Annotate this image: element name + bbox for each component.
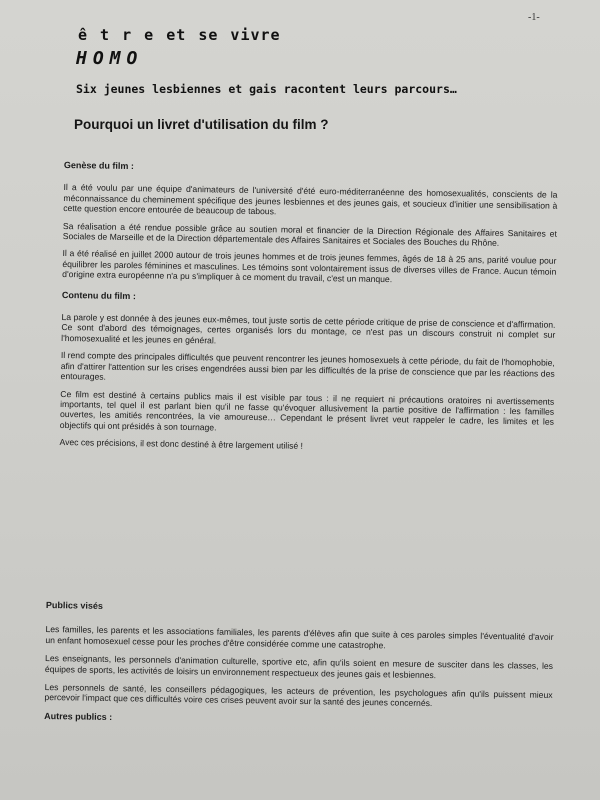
genese-paragraph-3: Il a été réalisé en juillet 2000 autour de trois jeunes hommes et de trois jeunes femmes, âgés de 18 à 25 ans, parité voulue pour équilibrer les paroles féminines et masculines. Les témoins sont volontairement issus de diverses villes de France. Aucun témoin d'origine extra européenne n'a pu s'impliquer à ce moment du travail, c'est un manque. xyxy=(62,248,557,285)
section-heading-genese: Genèse du film : xyxy=(63,160,135,172)
page-number: -1- xyxy=(528,12,540,23)
genese-paragraph-2: Sa réalisation a été rendue possible grâce au soutien moral et financier de la Direction Régionale des Affaires Sanitaires et Sociales de Marseille et de la Direction départementale des Affaires Sanitaires et Sociales des Bouches du Rhône. xyxy=(62,220,557,248)
publics-paragraph-1: Les familles, les parents et les associations familiales, les parents d'élèves afin que suite à ces paroles simples l'éventualité d'avoir un enfant homosexuel cesse pour les proches d'être considérée comme une catastrophe. xyxy=(45,624,554,651)
publics-paragraph-3: Les personnels de santé, les conseillers pédagogiques, les acteurs de prévention, les psychologues afin qu'ils puissent mieux percevoir l'impact que ces difficultés voire ces crises peuvent avoir sur la santé des jeunes concernés. xyxy=(44,682,553,709)
contenu-paragraph-2: Il rend compte des principales difficultés que peuvent rencontrer les jeunes homosexuels à cette période, du fait de l'homophobie, afin d'attirer l'attention sur les crises engendrées aussi bien par les difficultés de la prise de conscience que par les réactions des entourages. xyxy=(60,350,555,382)
section-heading-contenu: Contenu du film : xyxy=(61,289,136,301)
contenu-paragraph-3: Ce film est destiné à certains publics mais il est visible par tous : il ne requiert ni précautions oratoires ni avertissements importants, tel quel il est parlant bien qu'il ne fasse qu'évoquer allusivement la partie positive de l'affirmation : les familles ouvertes, les amitiés rencontrées, la vie amoureuse… Cependant le présent livret veut rappeler le cadre, les limites et les objectifs qui ont présidés à son tournage. xyxy=(59,388,555,433)
publics-paragraph-2: Les enseignants, les personnels d'animation culturelle, sportive etc, afin qu'ils soient en mesure de susciter dans les classes, les équipes de sports, les activités de loisirs un environnement respectueux des jeunes gais et lesbiennes. xyxy=(44,653,554,680)
page-title: Pourquoi un livret d'utilisation du film ? xyxy=(74,117,329,132)
section-heading-publics: Publics visés xyxy=(45,600,104,611)
main-content xyxy=(59,160,558,462)
section-heading-autres-publics: Autres publics : xyxy=(44,710,113,722)
subtitle: Six jeunes lesbiennes et gais racontent leurs parcours… xyxy=(76,82,457,96)
publics-section xyxy=(44,600,554,743)
contenu-closing: Avec ces précisions, il est donc destiné à être largement utilisé ! xyxy=(59,437,304,451)
title-line-2: HOMO xyxy=(76,48,144,69)
contenu-paragraph-1: La parole y est donnée à des jeunes eux-mêmes, tout juste sortis de cette période critique de prise de conscience et d'affirmation. Ce sont d'abord des témoignages, certes organisés lors du montage, ce n'est pas un discours construit ni complet sur l'homosexualité et les jeunes en général. xyxy=(61,312,556,346)
title-line-1: ê t r e et se vivre xyxy=(78,26,281,44)
genese-paragraph-1: Il a été voulu par une équipe d'animateurs de l'université d'été euro-méditerranéenne des homosexualités, conscients de la méconnaissance du cheminement spécifique des jeunes lesbiennes et des jeunes gais, et soucieux d'initier une sensibilisation à cette question encore entourée de beaucoup de tabous. xyxy=(63,182,558,217)
